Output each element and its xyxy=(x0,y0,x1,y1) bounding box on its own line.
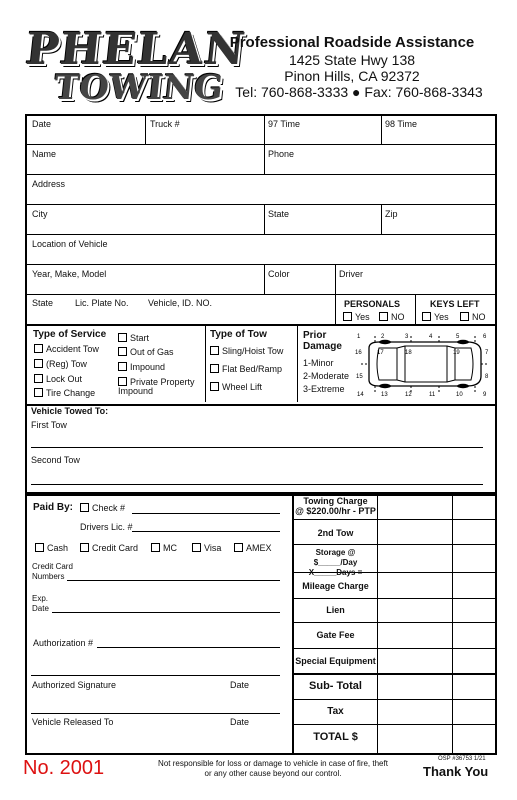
pay-credit-card[interactable]: Credit Card xyxy=(80,543,138,553)
company-logo-sub: TOWING xyxy=(51,68,226,108)
date-label: Date xyxy=(32,119,52,129)
location-label: Location of Vehicle xyxy=(32,239,108,249)
address-line-2: Pinon Hills, CA 92372 xyxy=(284,68,420,84)
damage-title-1: Prior xyxy=(303,330,327,341)
damage-num-14: 14 xyxy=(357,392,364,398)
check-option[interactable]: Check # xyxy=(80,503,125,513)
phone-label: Phone xyxy=(268,149,295,159)
authorization-label: Authorization # xyxy=(33,638,94,648)
second-tow-line[interactable] xyxy=(31,484,483,485)
address-line-1: 1425 State Hwy 138 xyxy=(288,52,416,68)
checkbox-icon[interactable] xyxy=(34,359,43,368)
first-tow-line[interactable] xyxy=(31,447,483,448)
damage-num-12: 12 xyxy=(405,392,412,398)
gate-fee-label: Gate Fee xyxy=(316,630,355,640)
damage-num-11: 11 xyxy=(429,392,436,398)
checkbox-icon[interactable] xyxy=(234,543,243,552)
check-line[interactable] xyxy=(132,513,280,514)
checkbox-icon[interactable] xyxy=(210,364,219,373)
checkbox-icon[interactable] xyxy=(80,503,89,512)
name-label: Name xyxy=(32,149,57,159)
keys-left-label: KEYS LEFT xyxy=(430,299,480,309)
damage-num-15: 15 xyxy=(356,374,363,380)
time98-label: 98 Time xyxy=(385,119,418,129)
car-damage-diagram[interactable] xyxy=(355,330,495,400)
first-tow-label: First Tow xyxy=(31,420,67,430)
damage-moderate: 2-Moderate xyxy=(303,371,350,381)
towing-charge-label: Towing Charge @ $220.00/hr - PTP xyxy=(295,496,376,516)
checkbox-icon[interactable] xyxy=(34,374,43,383)
damage-num-6: 6 xyxy=(483,334,487,340)
auth-signature-label: Authorized Signature xyxy=(32,680,117,690)
time97-label: 97 Time xyxy=(268,119,301,129)
service-private-impound[interactable]: Private Property Impound xyxy=(118,377,195,396)
special-equipment-label: Special Equipment xyxy=(295,656,376,666)
service-out-of-gas[interactable]: Out of Gas xyxy=(118,347,174,357)
checkbox-icon[interactable] xyxy=(80,543,89,552)
truck-label: Truck # xyxy=(150,119,180,129)
subtotal-label: Sub- Total xyxy=(309,680,362,692)
damage-num-5: 5 xyxy=(456,334,460,340)
tagline: Professional Roadside Assistance xyxy=(229,34,475,51)
thank-you: Thank You xyxy=(423,764,489,779)
damage-num-2: 2 xyxy=(381,334,385,340)
damage-num-4: 4 xyxy=(429,334,433,340)
damage-num-17: 17 xyxy=(377,350,384,356)
released-line[interactable] xyxy=(31,713,280,714)
checkbox-icon[interactable] xyxy=(34,344,43,353)
damage-num-16: 16 xyxy=(355,350,362,356)
zip-label: Zip xyxy=(385,209,398,219)
service-reg-tow[interactable]: (Reg) Tow xyxy=(34,359,87,369)
drivers-lic-line[interactable] xyxy=(132,531,280,532)
storage-label: Storage @ $_____/Day X_____Days = xyxy=(308,548,363,577)
tow-title: Type of Tow xyxy=(210,329,267,340)
damage-num-19: 19 xyxy=(453,350,460,356)
checkbox-icon[interactable] xyxy=(118,333,127,342)
tax-label: Tax xyxy=(327,706,344,717)
damage-num-8: 8 xyxy=(485,374,489,380)
checkbox-icon[interactable] xyxy=(210,382,219,391)
pay-visa[interactable]: Visa xyxy=(192,543,221,553)
payment-box xyxy=(25,492,497,755)
pay-amex[interactable]: AMEX xyxy=(234,543,272,553)
exp-label-1: Exp. xyxy=(32,594,49,603)
checkbox-icon[interactable] xyxy=(343,312,352,321)
keys-no[interactable]: NO xyxy=(460,312,486,322)
checkbox-icon[interactable] xyxy=(379,312,388,321)
total-label: TOTAL $ xyxy=(313,731,358,743)
drivers-lic-label: Drivers Lic. # xyxy=(80,522,133,532)
damage-num-10: 10 xyxy=(456,392,463,398)
checkbox-icon[interactable] xyxy=(118,362,127,371)
checkbox-icon[interactable] xyxy=(118,377,127,386)
damage-num-3: 3 xyxy=(405,334,409,340)
cc-numbers-label-1: Credit Card xyxy=(32,562,73,571)
checkbox-icon[interactable] xyxy=(192,543,201,552)
authorization-line[interactable] xyxy=(97,647,280,648)
checkbox-icon[interactable] xyxy=(34,388,43,397)
keys-yes[interactable]: Yes xyxy=(422,312,449,322)
exp-label-2: Date xyxy=(32,604,49,613)
checkbox-icon[interactable] xyxy=(35,543,44,552)
damage-num-13: 13 xyxy=(381,392,388,398)
cc-numbers-line[interactable] xyxy=(67,580,280,581)
service-tire-change[interactable]: Tire Change xyxy=(34,388,95,398)
service-title: Type of Service xyxy=(33,329,107,340)
vin-label: Vehicle, ID. NO. xyxy=(148,298,213,308)
tow-wheel-lift[interactable]: Wheel Lift xyxy=(210,382,262,392)
state2-label: State xyxy=(32,298,54,308)
auth-date-label: Date xyxy=(230,680,250,690)
pay-cash[interactable]: Cash xyxy=(35,543,68,553)
ymm-label: Year, Make, Model xyxy=(32,269,107,279)
plate-label: Lic. Plate No. xyxy=(75,298,129,308)
osp-code: OSP #36753 1/21 xyxy=(438,756,486,762)
service-impound[interactable]: Impound xyxy=(118,362,165,372)
service-lock-out[interactable]: Lock Out xyxy=(34,374,82,384)
personals-label: PERSONALS xyxy=(344,299,401,309)
checkbox-icon[interactable] xyxy=(210,346,219,355)
tow-flatbed[interactable]: Flat Bed/Ramp xyxy=(210,364,282,374)
cc-numbers-label-2: Numbers xyxy=(32,572,65,581)
damage-extreme: 3-Extreme xyxy=(303,384,345,394)
damage-num-1: 1 xyxy=(357,334,361,340)
state-label: State xyxy=(268,209,290,219)
form-number: No. 2001 xyxy=(23,757,105,779)
released-label: Vehicle Released To xyxy=(32,717,114,727)
released-date-label: Date xyxy=(230,717,250,727)
damage-minor: 1-Minor xyxy=(303,358,334,368)
customer-info-box xyxy=(25,114,497,406)
disclaimer: Not responsible for loss or damage to vehicle in case of fire, theft or any other cause beyond our control. xyxy=(158,759,388,778)
address-label: Address xyxy=(32,179,66,189)
color-label: Color xyxy=(268,269,290,279)
company-logo: PHELAN xyxy=(23,24,249,75)
city-label: City xyxy=(32,209,48,219)
service-start[interactable]: Start xyxy=(118,333,149,343)
damage-num-7: 7 xyxy=(485,350,489,356)
exp-line[interactable] xyxy=(52,612,280,613)
phone-fax: Tel: 760-868-3333 ● Fax: 760-868-3343 xyxy=(235,84,483,100)
second-tow-charge-label: 2nd Tow xyxy=(317,528,354,538)
pay-mc[interactable]: MC xyxy=(151,543,177,553)
personals-yes[interactable]: Yes xyxy=(343,312,370,322)
checkbox-icon[interactable] xyxy=(460,312,469,321)
tow-sling[interactable]: Sling/Hoist Tow xyxy=(210,346,283,356)
personals-no[interactable]: NO xyxy=(379,312,405,322)
checkbox-icon[interactable] xyxy=(118,347,127,356)
paid-by-label: Paid By: xyxy=(33,502,74,513)
damage-title-2: Damage xyxy=(303,341,342,352)
damage-num-18: 18 xyxy=(405,350,412,356)
damage-num-9: 9 xyxy=(483,392,487,398)
towed-title: Vehicle Towed To: xyxy=(31,406,109,416)
mileage-label: Mileage Charge xyxy=(302,581,369,591)
second-tow-label: Second Tow xyxy=(31,455,80,465)
towed-to-box xyxy=(25,404,497,496)
driver-label: Driver xyxy=(339,269,363,279)
service-accident-tow[interactable]: Accident Tow xyxy=(34,344,99,354)
checkbox-icon[interactable] xyxy=(422,312,431,321)
lien-label: Lien xyxy=(326,605,345,615)
checkbox-icon[interactable] xyxy=(151,543,160,552)
signature-line[interactable] xyxy=(31,675,280,676)
